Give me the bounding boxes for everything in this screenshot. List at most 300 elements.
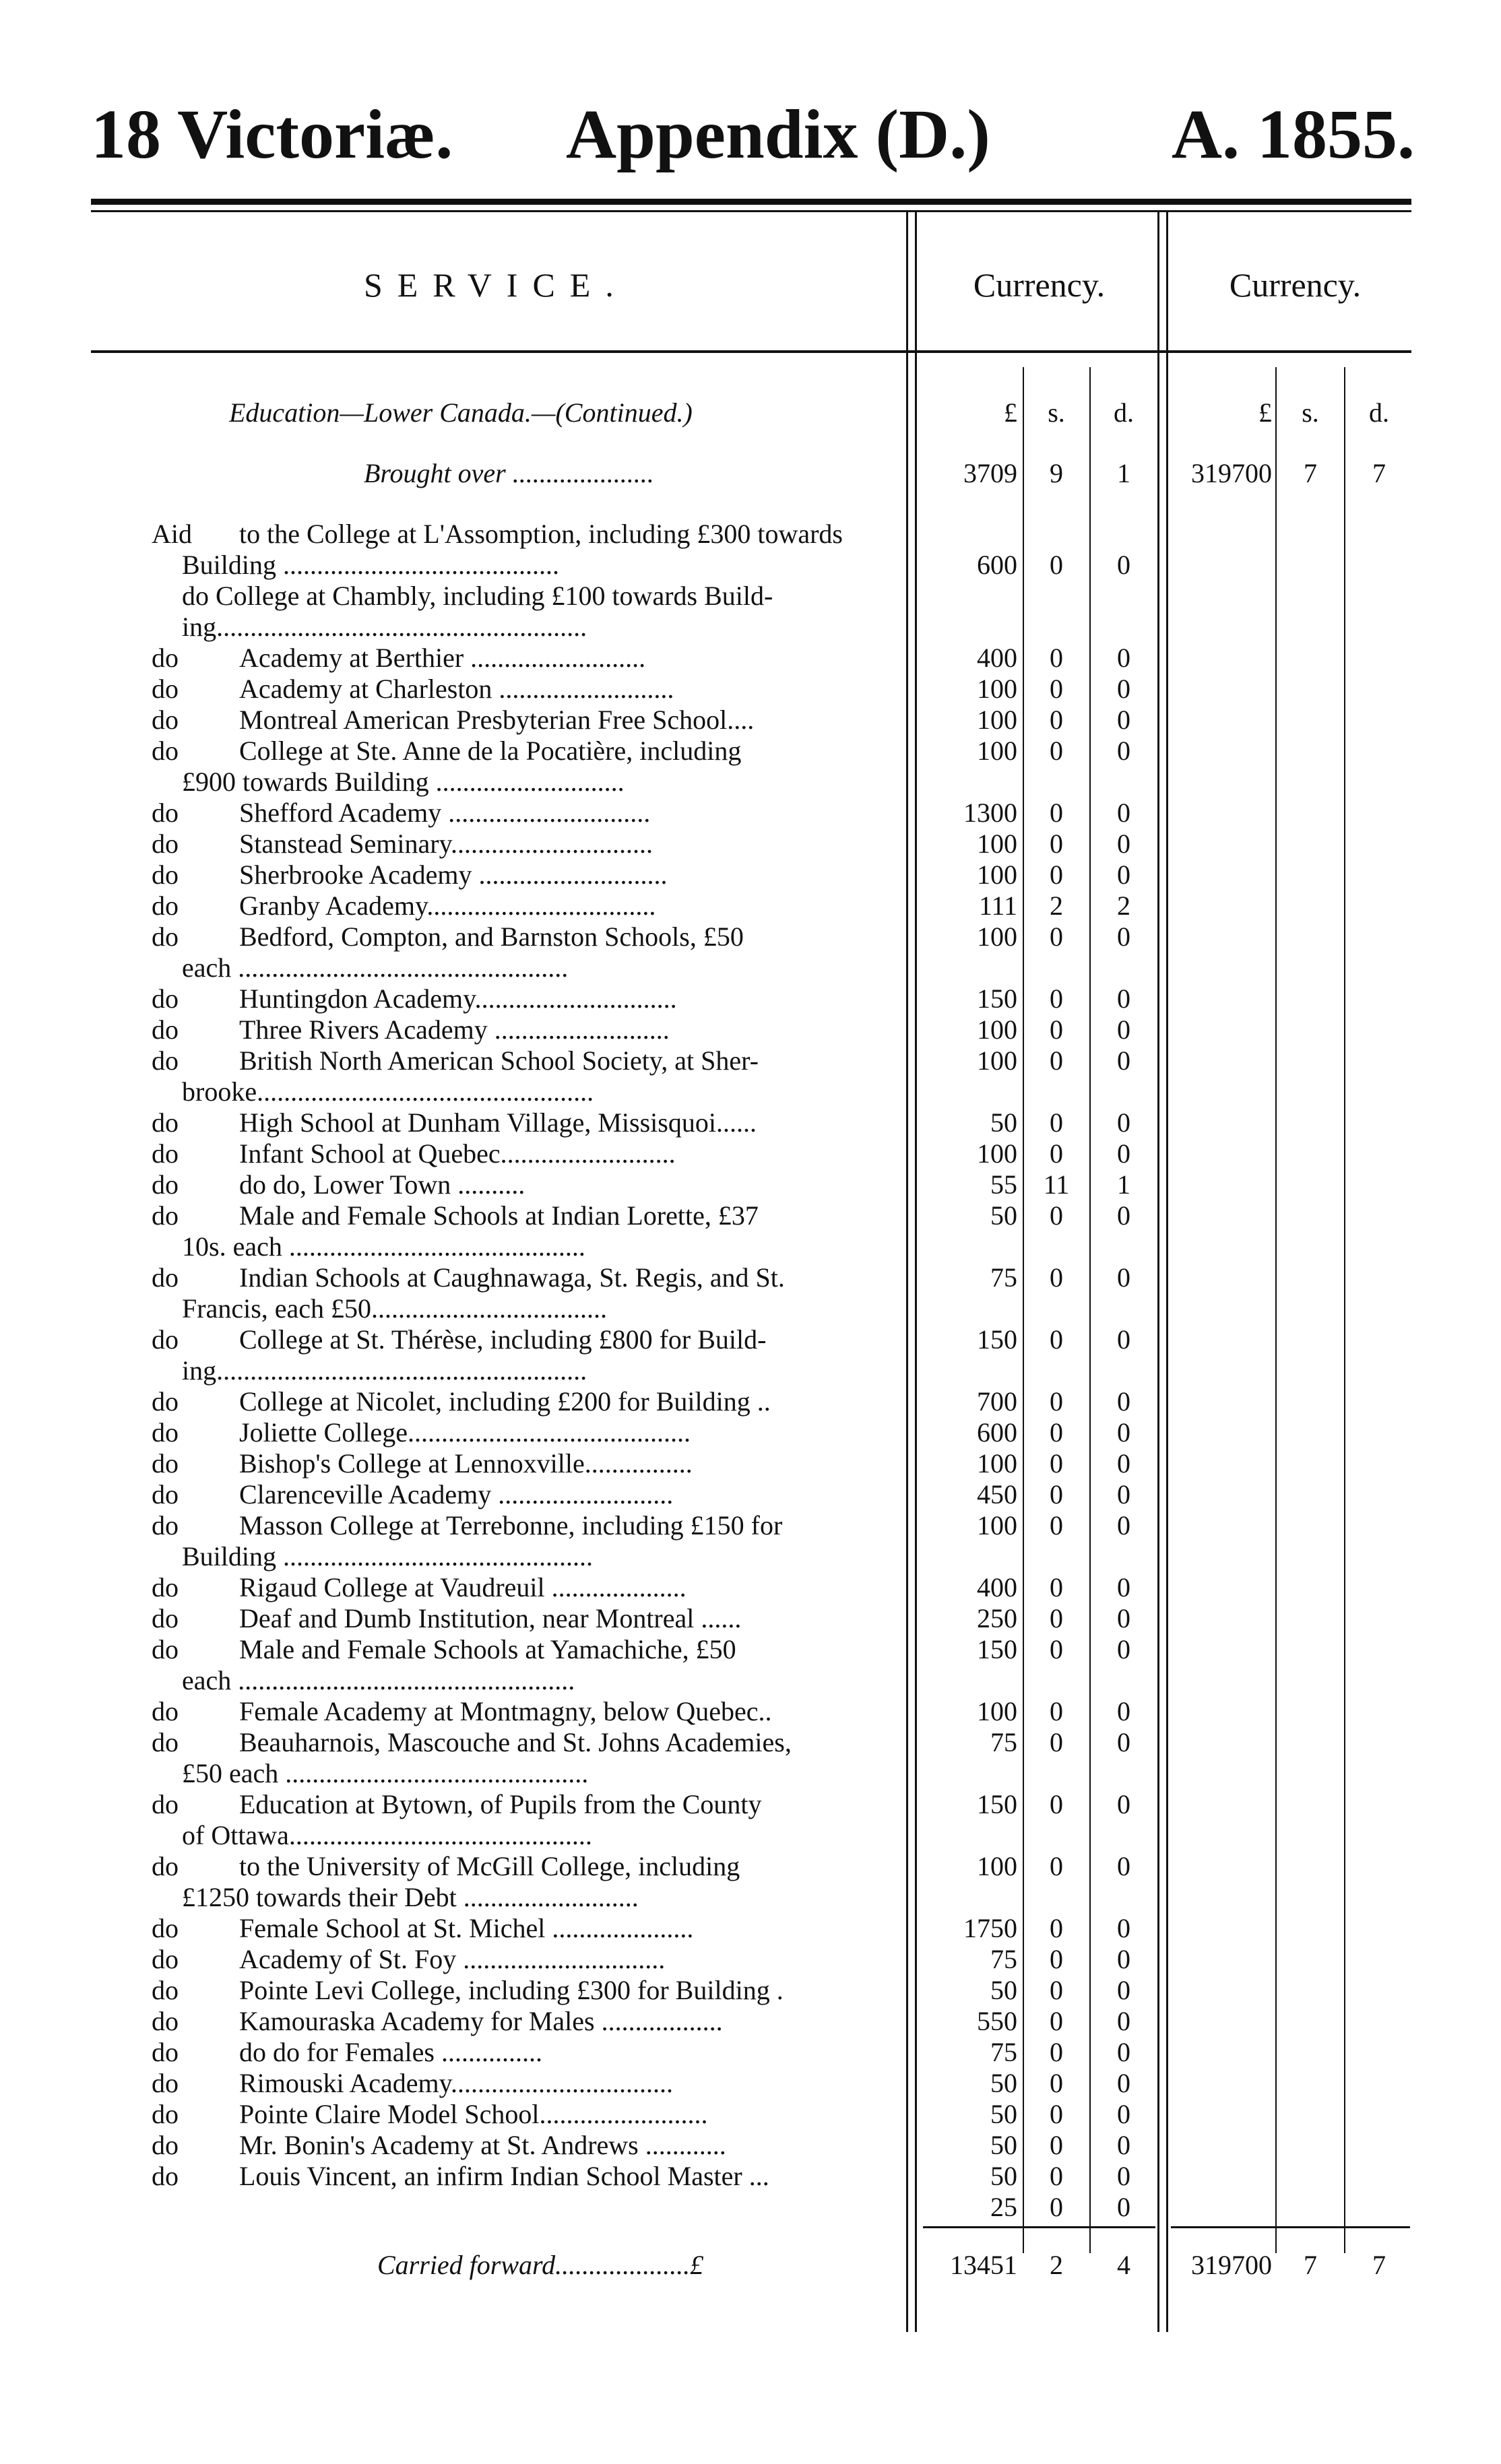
list-item: [0, 705, 1501, 736]
list-item: [0, 1572, 1501, 1603]
row-pounds: 50: [990, 1975, 1017, 2005]
row-pounds: 100: [977, 1448, 1017, 1479]
row-shillings: 0: [1050, 829, 1063, 859]
row-lead: do: [152, 2006, 179, 2036]
row-pounds: 700: [977, 1386, 1017, 1417]
row-description: British North American School Society, at Sher-: [239, 1045, 759, 1076]
row-shillings: 0: [1050, 674, 1063, 704]
row-pence: 0: [1117, 1448, 1130, 1479]
row-lead: Aid: [152, 519, 192, 549]
row-lead: do: [152, 1944, 179, 1974]
row-shillings: 0: [1050, 1572, 1063, 1602]
list-item: [0, 736, 1501, 767]
row-pounds: 50: [990, 2130, 1017, 2160]
row-shillings: 0: [1050, 2099, 1063, 2129]
row-pence: 0: [1117, 1975, 1130, 2005]
row-shillings: 0: [1050, 2161, 1063, 2191]
row-pence: 0: [1117, 550, 1130, 580]
list-item: [0, 798, 1501, 829]
row-pounds: 50: [990, 1107, 1017, 1138]
list-item: [0, 1324, 1501, 1355]
row-pence: 0: [1117, 736, 1130, 766]
carried-total-pounds: 319700: [1191, 2250, 1272, 2280]
row-shillings: 0: [1050, 1262, 1063, 1293]
row-pounds: 55: [990, 1169, 1017, 1200]
row-description: Female Academy at Montmagny, below Quebec..: [239, 1696, 772, 1726]
row-pence: 0: [1117, 2161, 1130, 2191]
row-description: to the College at L'Assomption, including £300 towards: [239, 519, 843, 549]
row-pence: 0: [1117, 1944, 1130, 1974]
row-lead: do: [152, 1727, 179, 1757]
row-lead: do: [152, 2099, 179, 2129]
carried-shillings: 2: [1050, 2250, 1063, 2280]
row-description: Academy at Berthier ..........................: [239, 643, 646, 673]
row-pence: 0: [1117, 1913, 1130, 1943]
row-description: do do, Lower Town ..........: [239, 1169, 525, 1200]
list-item: [0, 1882, 1501, 1913]
row-description: College at St. Thérèse, including £800 for Build-: [239, 1324, 767, 1355]
row-shillings: 0: [1050, 1479, 1063, 1510]
list-item: [0, 1014, 1501, 1045]
row-description: Female School at St. Michel .....................: [239, 1913, 694, 1943]
row-shillings: 0: [1050, 1510, 1063, 1541]
row-pounds: 250: [977, 1603, 1017, 1633]
list-item: [0, 1355, 1501, 1386]
row-lead: do: [152, 1138, 179, 1169]
row-description: ing.......................................................: [182, 1355, 587, 1386]
session-label: 18 Victoriæ.: [91, 96, 453, 173]
row-shillings: 0: [1050, 2006, 1063, 2036]
row-lead: do: [152, 1572, 179, 1602]
row-shillings: 0: [1050, 2037, 1063, 2067]
row-lead: do: [152, 1448, 179, 1479]
row-pence: 0: [1117, 2192, 1130, 2222]
row-pence: 0: [1117, 1262, 1130, 1293]
brought-over-label: Brought over .....................: [364, 458, 654, 488]
row-shillings: 0: [1050, 1448, 1063, 1479]
row-pence: 0: [1117, 1200, 1130, 1231]
row-shillings: 0: [1050, 1107, 1063, 1138]
row-shillings: 0: [1050, 921, 1063, 952]
row-description: Kamouraska Academy for Males ..................: [239, 2006, 723, 2036]
row-description: Building .........................................: [182, 550, 560, 580]
row-pence: 0: [1117, 643, 1130, 673]
row-shillings: 0: [1050, 1386, 1063, 1417]
row-description: 10s. each ............................................: [182, 1231, 585, 1262]
row-description: High School at Dunham Village, Missisquoi......: [239, 1107, 757, 1138]
amount-pounds: 3709: [963, 458, 1017, 488]
row-lead: do: [152, 1417, 179, 1448]
list-item: [0, 983, 1501, 1014]
row-pounds: 100: [977, 1138, 1017, 1169]
row-pounds: 150: [977, 1324, 1017, 1355]
list-item: [0, 1262, 1501, 1293]
list-item: [0, 612, 1501, 643]
row-pounds: 100: [977, 860, 1017, 890]
list-item: [0, 1727, 1501, 1758]
row-lead: do: [152, 1014, 179, 1045]
list-item: [0, 1603, 1501, 1634]
row-pence: 2: [1117, 890, 1130, 921]
row-description: £900 towards Building ............................: [182, 767, 625, 797]
row-pounds: 600: [977, 1417, 1017, 1448]
row-description: do do for Females ...............: [239, 2037, 542, 2067]
row-description: College at Nicolet, including £200 for Building ..: [239, 1386, 771, 1417]
carried-forward-row: [0, 2250, 1501, 2281]
subtotal-rule: [923, 2226, 1155, 2228]
row-shillings: 0: [1050, 2068, 1063, 2098]
row-description: brooke..................................................: [182, 1076, 594, 1107]
row-description: Bishop's College at Lennoxville................: [239, 1448, 693, 1479]
row-lead: do: [152, 1789, 179, 1819]
row-pence: 0: [1117, 2130, 1130, 2160]
row-lead: do: [152, 890, 179, 921]
row-description: ing.......................................................: [182, 612, 587, 642]
carried-pence: 4: [1117, 2250, 1130, 2280]
row-pounds: 100: [977, 705, 1017, 735]
row-pence: 0: [1117, 1386, 1130, 1417]
row-pence: 0: [1117, 1417, 1130, 1448]
row-lead: do: [152, 1913, 179, 1943]
row-description: of Ottawa.............................................: [182, 1820, 592, 1850]
row-description: do College at Chambly, including £100 towards Build-: [182, 581, 773, 611]
list-item: [0, 1696, 1501, 1727]
list-item: [0, 767, 1501, 798]
list-item: [0, 1944, 1501, 1975]
row-pence: 0: [1117, 2037, 1130, 2067]
row-pounds: 400: [977, 643, 1017, 673]
row-lead: do: [152, 2037, 179, 2067]
row-description: College at Ste. Anne de la Pocatière, including: [239, 736, 742, 766]
row-shillings: 0: [1050, 1200, 1063, 1231]
row-pence: 0: [1117, 674, 1130, 704]
total-pounds: 319700: [1191, 458, 1272, 488]
row-shillings: 0: [1050, 1014, 1063, 1045]
row-pence: 0: [1117, 1603, 1130, 1633]
list-item: [0, 860, 1501, 890]
row-lead: do: [152, 921, 179, 952]
row-description: Academy of St. Foy ..............................: [239, 1944, 666, 1974]
column-heading-rule: [91, 350, 1411, 353]
row-pence: 1: [1117, 1169, 1130, 1200]
row-pounds: 550: [977, 2006, 1017, 2036]
row-lead: do: [152, 736, 179, 766]
year-label: A. 1855.: [1171, 96, 1415, 173]
section-heading-row: [0, 397, 1501, 428]
row-shillings: 0: [1050, 1944, 1063, 1974]
row-pounds: 75: [990, 1944, 1017, 1974]
row-description: Francis, each £50...................................: [182, 1293, 608, 1324]
subtotal-rule: [1171, 2226, 1410, 2228]
row-lead: do: [152, 2161, 179, 2191]
row-description: Academy at Charleston ..........................: [239, 674, 674, 704]
row-pence: 0: [1117, 798, 1130, 828]
unit-pence-2: d.: [1369, 397, 1389, 428]
row-pounds: 100: [977, 921, 1017, 952]
list-item: [0, 2161, 1501, 2192]
row-lead: do: [152, 983, 179, 1014]
row-pounds: 50: [990, 2099, 1017, 2129]
list-item: [0, 1386, 1501, 1417]
unit-pence: d.: [1114, 397, 1134, 428]
page-header: [0, 81, 1501, 189]
list-item: [0, 1975, 1501, 2006]
row-lead: do: [152, 1386, 179, 1417]
row-pounds: 25: [990, 2192, 1017, 2222]
row-pounds: 100: [977, 1014, 1017, 1045]
row-lead: do: [152, 798, 179, 828]
row-pence: 0: [1117, 1696, 1130, 1726]
list-item: [0, 1541, 1501, 1572]
row-pence: 0: [1117, 1727, 1130, 1757]
carried-total-shillings: 7: [1304, 2250, 1317, 2280]
row-description: Huntingdon Academy..............................: [239, 983, 677, 1014]
row-lead: do: [152, 829, 179, 859]
currency-column-heading-2: Currency.: [1229, 266, 1362, 304]
row-shillings: 0: [1050, 736, 1063, 766]
list-item: [0, 674, 1501, 705]
row-pence: 0: [1117, 705, 1130, 735]
row-pence: 0: [1117, 860, 1130, 890]
row-pounds: 100: [977, 1510, 1017, 1541]
list-item: [0, 1665, 1501, 1696]
list-item: [0, 921, 1501, 952]
row-pounds: 100: [977, 1045, 1017, 1076]
row-lead: do: [152, 1696, 179, 1726]
row-pence: 0: [1117, 1851, 1130, 1881]
unit-pound: £: [1004, 397, 1017, 428]
row-lead: do: [152, 1510, 179, 1541]
row-lead: do: [152, 1169, 179, 1200]
row-description: Male and Female Schools at Yamachiche, £50: [239, 1634, 736, 1664]
list-item: [0, 1789, 1501, 1820]
row-shillings: 0: [1050, 1138, 1063, 1169]
row-description: each ..................................................: [182, 1665, 575, 1695]
list-item: [0, 1076, 1501, 1107]
row-lead: do: [152, 1634, 179, 1664]
service-column-heading: SERVICE.: [364, 266, 629, 304]
row-pounds: 50: [990, 1200, 1017, 1231]
row-lead: do: [152, 1324, 179, 1355]
header-rule-thick: [91, 199, 1411, 205]
row-lead: do: [152, 860, 179, 890]
row-shillings: 0: [1050, 1851, 1063, 1881]
list-item: [0, 1107, 1501, 1138]
row-description: Education at Bytown, of Pupils from the County: [239, 1789, 762, 1819]
row-pence: 0: [1117, 2006, 1130, 2036]
list-item: [0, 1758, 1501, 1789]
row-pounds: 600: [977, 550, 1017, 580]
row-shillings: 0: [1050, 1727, 1063, 1757]
list-item: [0, 1169, 1501, 1200]
row-shillings: 0: [1050, 1913, 1063, 1943]
header-rule-thin: [91, 210, 1411, 212]
row-lead: do: [152, 1262, 179, 1293]
row-pounds: 100: [977, 829, 1017, 859]
row-pence: 0: [1117, 1014, 1130, 1045]
row-pence: 0: [1117, 2068, 1130, 2098]
list-item: [0, 1820, 1501, 1851]
total-pence: 7: [1372, 458, 1386, 488]
row-description: Masson College at Terrebonne, including £150 for: [239, 1510, 783, 1541]
row-shillings: 0: [1050, 798, 1063, 828]
section-title: Education—Lower Canada.—(Continued.): [229, 397, 693, 428]
row-pounds: 75: [990, 2037, 1017, 2067]
currency-column-heading-1: Currency.: [973, 266, 1106, 304]
row-pence: 0: [1117, 1510, 1130, 1541]
row-pounds: 50: [990, 2068, 1017, 2098]
list-item: [0, 2130, 1501, 2161]
list-item: [0, 2037, 1501, 2068]
row-shillings: 0: [1050, 1324, 1063, 1355]
row-description: £1250 towards their Debt ..........................: [182, 1882, 639, 1912]
row-pounds: 100: [977, 736, 1017, 766]
row-shillings: 0: [1050, 983, 1063, 1014]
row-pounds: 450: [977, 1479, 1017, 1510]
list-item: [0, 952, 1501, 983]
row-pence: 0: [1117, 1045, 1130, 1076]
row-description: Sherbrooke Academy ............................: [239, 860, 668, 890]
row-description: Rimouski Academy.................................: [239, 2068, 674, 2098]
list-item: [0, 1293, 1501, 1324]
row-description: Infant School at Quebec..........................: [239, 1138, 676, 1169]
row-pounds: 75: [990, 1727, 1017, 1757]
carried-forward-label: Carried forward....................£: [377, 2250, 704, 2280]
row-shillings: 0: [1050, 1696, 1063, 1726]
row-pounds: 1300: [963, 798, 1017, 828]
row-pounds: 100: [977, 674, 1017, 704]
list-item: [0, 1448, 1501, 1479]
row-pounds: 150: [977, 1634, 1017, 1664]
row-lead: do: [152, 705, 179, 735]
row-description: Granby Academy..................................: [239, 890, 656, 921]
row-pence: 0: [1117, 1107, 1130, 1138]
list-item: [0, 1231, 1501, 1262]
list-item: [0, 1138, 1501, 1169]
amount-pence: 1: [1117, 458, 1130, 488]
list-item: [0, 1479, 1501, 1510]
row-description: Joliette College..........................................: [239, 1417, 691, 1448]
row-pounds: 111: [978, 890, 1017, 921]
row-pence: 0: [1117, 921, 1130, 952]
row-shillings: 0: [1050, 643, 1063, 673]
row-shillings: 0: [1050, 1975, 1063, 2005]
list-item: [0, 2006, 1501, 2037]
row-pence: 0: [1117, 1634, 1130, 1664]
row-lead: do: [152, 1603, 179, 1633]
list-item: [0, 2099, 1501, 2130]
row-description: Shefford Academy ..............................: [239, 798, 651, 828]
row-lead: do: [152, 1975, 179, 2005]
row-lead: do: [152, 1851, 179, 1881]
row-shillings: 0: [1050, 1417, 1063, 1448]
list-item: [0, 643, 1501, 674]
row-description: Clarenceville Academy ..........................: [239, 1479, 674, 1510]
carried-total-pence: 7: [1372, 2250, 1386, 2280]
row-shillings: 0: [1050, 550, 1063, 580]
row-lead: do: [152, 674, 179, 704]
row-pence: 0: [1117, 983, 1130, 1014]
row-description: Stanstead Seminary..............................: [239, 829, 653, 859]
row-shillings: 0: [1050, 1045, 1063, 1076]
list-item: [0, 1200, 1501, 1231]
row-description: Pointe Claire Model School.........................: [239, 2099, 708, 2129]
row-description: Building ..............................................: [182, 1541, 594, 1571]
row-pounds: 50: [990, 2161, 1017, 2191]
row-lead: do: [152, 1107, 179, 1138]
row-shillings: 0: [1050, 1789, 1063, 1819]
carried-pounds: 13451: [950, 2250, 1017, 2280]
list-item: [0, 519, 1501, 550]
row-pence: 0: [1117, 1572, 1130, 1602]
row-description: Pointe Levi College, including £300 for Building .: [239, 1975, 784, 2005]
unit-shilling: s.: [1048, 397, 1065, 428]
row-pence: 0: [1117, 1138, 1130, 1169]
total-shillings: 7: [1304, 458, 1317, 488]
row-description: Male and Female Schools at Indian Lorette, £37: [239, 1200, 759, 1231]
row-shillings: 0: [1050, 705, 1063, 735]
row-lead: do: [152, 1045, 179, 1076]
row-description: Louis Vincent, an infirm Indian School Master ...: [239, 2161, 769, 2191]
list-item: [0, 2192, 1501, 2223]
list-item: [0, 581, 1501, 612]
row-shillings: 0: [1050, 1634, 1063, 1664]
unit-pound-2: £: [1258, 397, 1272, 428]
row-lead: do: [152, 1479, 179, 1510]
row-description: Deaf and Dumb Institution, near Montreal ......: [239, 1603, 742, 1633]
row-description: £50 each .............................................: [182, 1758, 589, 1788]
list-item: [0, 1913, 1501, 1944]
list-item: [0, 1417, 1501, 1448]
row-shillings: 11: [1043, 1169, 1070, 1200]
row-description: Beauharnois, Mascouche and St. Johns Academies,: [239, 1727, 792, 1757]
row-pence: 0: [1117, 1479, 1130, 1510]
list-item: [0, 2068, 1501, 2099]
row-lead: do: [152, 643, 179, 673]
row-description: to the University of McGill College, including: [239, 1851, 740, 1881]
list-item: [0, 1634, 1501, 1665]
row-description: Mr. Bonin's Academy at St. Andrews ............: [239, 2130, 726, 2160]
row-pounds: 150: [977, 1789, 1017, 1819]
row-pounds: 75: [990, 1262, 1017, 1293]
list-item: [0, 890, 1501, 921]
row-lead: do: [152, 2068, 179, 2098]
row-pence: 0: [1117, 1789, 1130, 1819]
row-description: Bedford, Compton, and Barnston Schools, £50: [239, 921, 744, 952]
row-lead: do: [152, 1200, 179, 1231]
list-item: [0, 1851, 1501, 1882]
row-pence: 0: [1117, 1324, 1130, 1355]
row-shillings: 0: [1050, 2192, 1063, 2222]
row-pounds: 100: [977, 1696, 1017, 1726]
row-description: Three Rivers Academy ..........................: [239, 1014, 670, 1045]
row-pounds: 400: [977, 1572, 1017, 1602]
row-shillings: 0: [1050, 2130, 1063, 2160]
row-lead: do: [152, 2130, 179, 2160]
row-pounds: 1750: [963, 1913, 1017, 1943]
amount-shillings: 9: [1050, 458, 1063, 488]
unit-shilling-2: s.: [1302, 397, 1319, 428]
row-pence: 0: [1117, 2099, 1130, 2129]
appendix-label: Appendix (D.): [566, 96, 990, 173]
row-description: Indian Schools at Caughnawaga, St. Regis, and St.: [239, 1262, 785, 1293]
row-shillings: 0: [1050, 1603, 1063, 1633]
row-description: Rigaud College at Vaudreuil ....................: [239, 1572, 686, 1602]
list-item: [0, 829, 1501, 860]
row-pounds: 150: [977, 983, 1017, 1014]
row-description: each .................................................: [182, 952, 569, 983]
row-shillings: 0: [1050, 860, 1063, 890]
